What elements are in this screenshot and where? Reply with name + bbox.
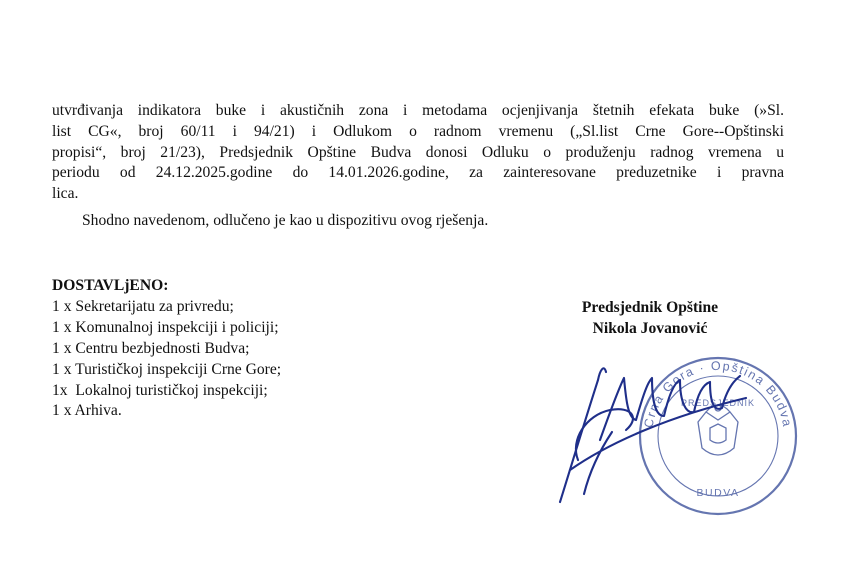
list-item: 1 x Arhiva.	[52, 402, 122, 420]
signatory-title: Predsjednik Opštine	[581, 299, 719, 316]
seal-text-middle: PREDSJEDNIK	[680, 398, 756, 408]
list-item: 1 x Sekretarijatu za privredu;	[52, 297, 234, 315]
coat-of-arms-icon	[698, 405, 738, 455]
list-item: 1x Lokalnoj turističkoj inspekciji;	[52, 381, 268, 399]
list-item: 1 x Centru bezbjednosti Budva;	[52, 339, 250, 357]
handwritten-signature-icon	[560, 368, 746, 502]
svg-text:Crna Gora · Opština Budva	[641, 359, 794, 429]
official-seal-icon	[640, 358, 796, 514]
recipients-block	[52, 276, 281, 422]
signatory-name: Nikola Jovanović	[592, 320, 708, 337]
paragraph-line: list CG«, broj 60/11 i 94/21) i Odlukom o radnom vremenu („Sl.list Crne Gore--Opštinski	[52, 122, 784, 140]
seal-text-top: Crna Gora · Opština Budva	[641, 358, 795, 429]
paragraph-line: propisi“, broj 21/23), Predsjednik Opštine Budva donosi Odluku o produženju radnog vremena u	[52, 143, 784, 161]
seal-text-bottom: BUDVA	[696, 487, 740, 499]
recipients-heading: DOSTAVLjENO:	[52, 277, 169, 294]
recipients-list	[52, 297, 281, 422]
conclusion-sentence: Shodno navedenom, odlučeno je kao u dispozitivu ovog rješenja.	[82, 212, 489, 229]
justification-paragraph	[52, 101, 784, 205]
paragraph-line: periodu od 24.12.2025.godine do 14.01.2026.godine, za zainteresovane preduzetnike i pravna	[52, 164, 784, 182]
paragraph-line: lica.	[52, 185, 79, 203]
list-item: 1 x Turističkoj inspekciji Crne Gore;	[52, 360, 282, 378]
list-item: 1 x Komunalnoj inspekciji i policiji;	[52, 318, 279, 336]
paragraph-line: utvrđivanja indikatora buke i akustičnih zona i metodama ocjenjivanja štetnih efekata buke (»Sl.	[52, 102, 784, 119]
stamp-and-signature	[540, 320, 800, 520]
